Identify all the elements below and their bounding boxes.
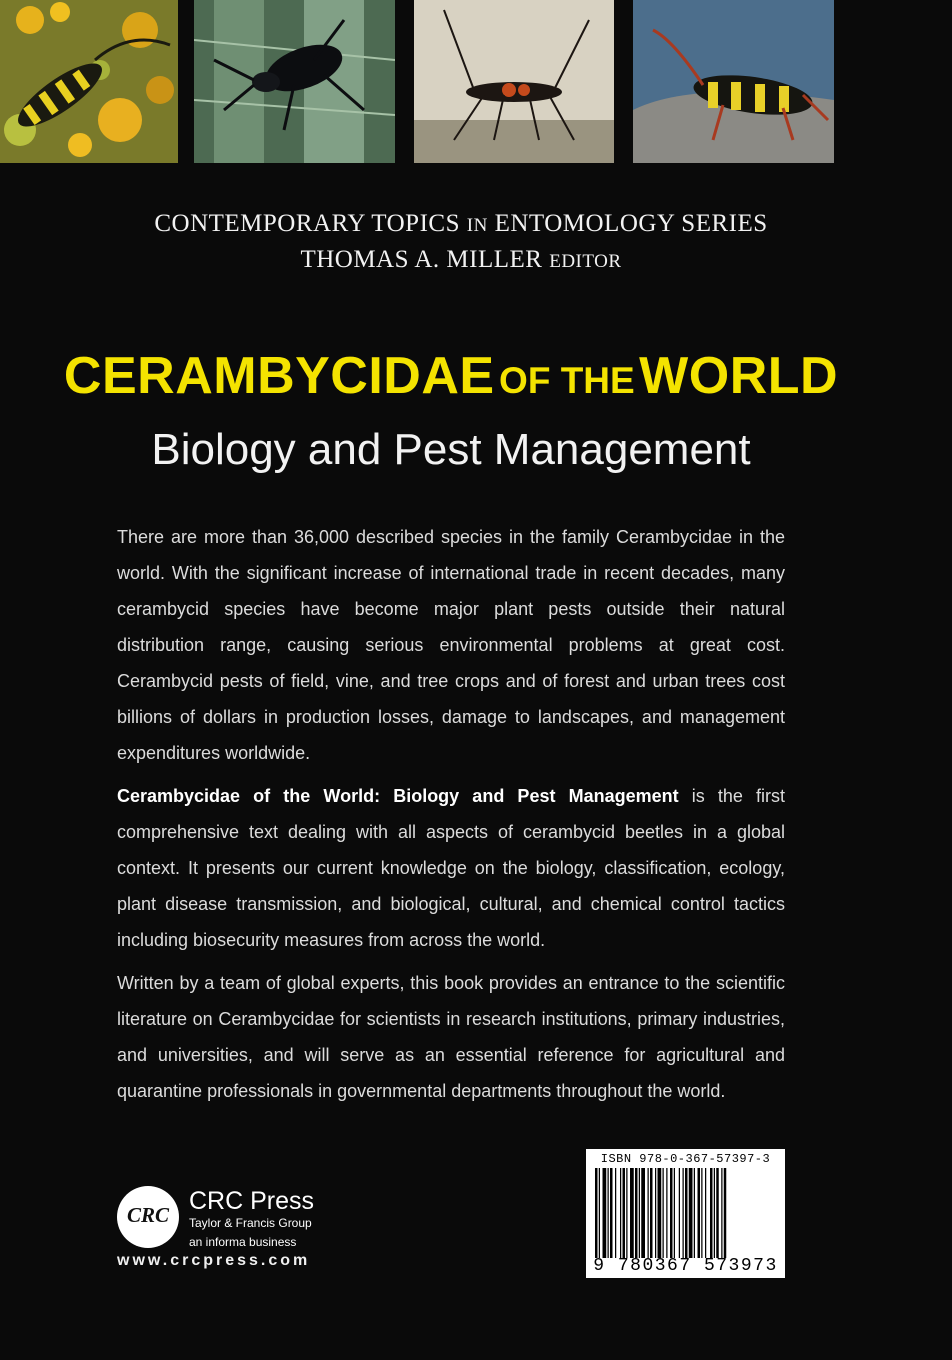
series-title: CONTEMPORARY TOPICS IN ENTOMOLOGY SERIES xyxy=(154,210,768,237)
barcode-bar xyxy=(650,1168,653,1258)
beetle-photo-3 xyxy=(414,0,614,163)
barcode-bar xyxy=(610,1168,613,1258)
barcode-bar xyxy=(595,1168,598,1258)
barcode-bar xyxy=(670,1168,673,1258)
isbn-digits: 9 780367 573973 xyxy=(593,1256,778,1276)
barcode-bar xyxy=(620,1168,621,1258)
barcode-bar xyxy=(721,1168,722,1258)
book-title: CERAMBYCIDAE OF THE WORLD xyxy=(63,347,839,405)
barcode-bar xyxy=(608,1168,609,1258)
barcode-bar xyxy=(603,1168,607,1258)
barcode-bar xyxy=(698,1168,701,1258)
barcode-bar xyxy=(694,1168,695,1258)
publisher-name: CRC Press xyxy=(189,1187,315,1215)
barcode-bar xyxy=(663,1168,664,1258)
isbn-barcode xyxy=(586,1149,785,1278)
barcode-bar xyxy=(635,1168,638,1258)
description-paragraph-3: Written by a team of global experts, this book provides an entrance to the scientific literature on Cerambycidae for scientists in research institutions, primary industries, and universities, and will serve as an essential reference for agricultural and quarantine professionals in governmental departments throughout the world. xyxy=(117,973,785,1101)
beetle-photo-4 xyxy=(633,0,834,163)
barcode-bar xyxy=(623,1168,626,1258)
barcode-bar xyxy=(658,1168,662,1258)
barcode-bar xyxy=(724,1168,727,1258)
barcode-bar xyxy=(714,1168,715,1258)
barcode-bar xyxy=(674,1168,675,1258)
barcode-bar xyxy=(716,1168,719,1258)
crc-logo-icon: CRC xyxy=(117,1186,179,1248)
series-editor: THOMAS A. MILLER EDITOR xyxy=(300,246,622,273)
barcode-bar xyxy=(683,1168,684,1258)
barcode-bar xyxy=(685,1168,688,1258)
barcode-bar xyxy=(666,1168,667,1258)
barcode-bar xyxy=(710,1168,713,1258)
barcode-bar xyxy=(689,1168,693,1258)
barcode-bar xyxy=(701,1168,702,1258)
barcode-bar xyxy=(626,1168,627,1258)
barcode-bar xyxy=(648,1168,649,1258)
series-heading xyxy=(0,207,922,279)
barcode-bars xyxy=(595,1168,780,1258)
barcode-bar xyxy=(655,1168,656,1258)
publisher-group: Taylor & Francis Group xyxy=(189,1216,312,1230)
book-subtitle: Biology and Pest Management xyxy=(151,425,751,474)
barcode-bar xyxy=(705,1168,706,1258)
barcode-bar xyxy=(641,1168,645,1258)
barcode-bar xyxy=(679,1168,680,1258)
isbn-label: ISBN 978-0-367-57397-3 xyxy=(600,1152,771,1166)
publisher-informa: an informa business xyxy=(189,1235,297,1249)
book-description xyxy=(117,519,785,1116)
description-paragraph-2: Cerambycidae of the World: Biology and Pest Management is the first comprehensive text dealing with all aspects of cerambycid beetles in a global context. It presents our current knowledge on the biology, classification, ecology, plant disease transmission, and biological, cultural, and chemical control tactics including biosecurity measures from across the world. xyxy=(117,786,785,950)
description-paragraph-1: There are more than 36,000 described species in the family Cerambycidae in the world. With the significant increase of international trade in recent decades, many cerambycid species have become major plant pests outside their natural distribution range, causing serious environmental problems at great cost. Cerambycid pests of field, vine, and tree crops and of forest and urban trees cost billions of dollars in production losses, damage to landscapes, and management expenditures worldwide. xyxy=(117,527,785,763)
beetle-photo-1 xyxy=(0,0,178,163)
barcode-bar xyxy=(630,1168,634,1258)
beetle-photo-2 xyxy=(194,0,395,163)
barcode-bar xyxy=(599,1168,600,1258)
barcode-bar xyxy=(615,1168,616,1258)
publisher-url: www.crcpress.com xyxy=(117,1252,311,1269)
barcode-bar xyxy=(639,1168,640,1258)
